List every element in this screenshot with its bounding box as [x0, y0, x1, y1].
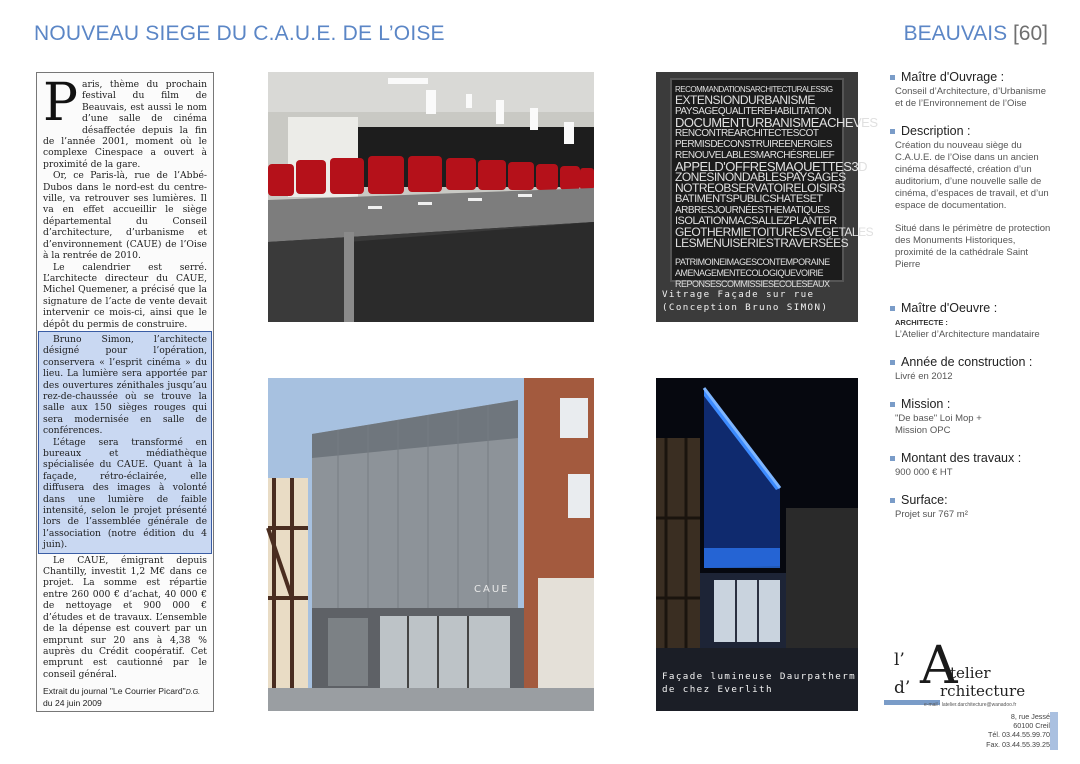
bullet-icon	[890, 498, 895, 503]
glass-word-line: PAYSAGEQUALITEREHABILITATION	[675, 106, 831, 117]
architecte-label: ARCHITECTE :	[895, 318, 948, 327]
amount-section	[890, 451, 1055, 479]
bullet-icon	[890, 360, 895, 365]
night-facade-photo	[656, 378, 858, 711]
glass-word-line: ZONESINONDABLESPAYSAGES	[675, 170, 846, 184]
glass-word-line: LESMENUISERIESTRAVERSÉES	[675, 236, 849, 250]
page-title: NOUVEAU SIEGE DU C.A.U.E. DE L’OISE	[34, 22, 445, 45]
glass-typography	[672, 80, 878, 294]
auditorium-photo	[268, 72, 594, 322]
caue-sign: CAUE	[474, 584, 510, 595]
address-street: 8, rue Jessé	[1010, 712, 1050, 721]
maitre-oeuvre-section	[890, 301, 1055, 341]
mission-heading: Mission :	[901, 397, 951, 411]
glass-facade-photo	[656, 72, 878, 322]
maitre-ouvrage-heading: Maître d'Ouvrage :	[901, 70, 1005, 84]
logo-l: l’	[894, 650, 905, 670]
glass-word-line: EXTENSIONDURBANISME	[675, 93, 815, 107]
bullet-icon	[890, 75, 895, 80]
source-line-2: du 24 juin 2009	[43, 698, 102, 709]
maitre-oeuvre-text: L’Atelier d’Architecture mandataire	[895, 329, 1040, 340]
address-tel: Tél. 03.44.55.99.70	[988, 730, 1050, 740]
facade-caption	[662, 670, 856, 696]
auditorium-illustration	[268, 72, 594, 322]
project-info	[890, 70, 1055, 535]
description-section	[890, 124, 1055, 271]
bullet-icon	[890, 402, 895, 407]
glass-word-line: ARBRESJOURNÉESTHEMATIQUES	[675, 205, 830, 216]
logo-telier: telier	[950, 664, 991, 682]
facade-illustration	[268, 378, 594, 711]
glass-word-line: NOTREOBSERVATOIRELOISIRS	[675, 181, 845, 195]
article-paragraph-5: L’étage sera transformé en bureaux et médiathèque spécialisée du CAUE. Quant à la façade, rétro-éclairée, elle diffusera des images à volonté dans une lumière de faible intensité, selon le projet présenté lors de l’assemblée générale de l’association (notre édition du 4 juin).	[43, 436, 207, 551]
logo-email: e-mail : latelier.darchitecture@wanadoo.fr	[924, 702, 1017, 708]
year-section	[890, 355, 1055, 383]
description-heading: Description :	[901, 124, 971, 138]
article-paragraph-3: Le calendrier est serré. L’architecte directeur du CAUE, Michel Quemener, a précisé que la signature de l’acte de vente devait intervenir ce mois-ci, ainsi que le dépôt du permis de construire.	[43, 261, 207, 330]
amount-text: 900 000 € HT	[895, 467, 953, 478]
facade-caption-line-2: de chez Everlith	[662, 684, 773, 695]
glass-word-line: REPONSESCOMMISSIESECOLESEAUX	[675, 279, 830, 289]
night-facade-illustration	[656, 378, 858, 711]
bullet-icon	[890, 456, 895, 461]
article-source	[43, 686, 207, 709]
author-initials: D.G.	[185, 689, 201, 697]
maitre-oeuvre-heading: Maître d'Oeuvre :	[901, 301, 998, 315]
glass-word-line: AMENAGEMENTECOLOGIQUEVOIRIE	[675, 268, 824, 278]
description-text: Création du nouveau siège du C.A.U.E. de l’Oise dans un ancien cinéma désaffecté, création d’un auditorium, d’une nouvelle salle de cinéma, d’espaces de travail, et d’un espace de documentation.	[895, 140, 1049, 211]
surface-heading: Surface:	[901, 493, 948, 507]
vitrage-caption-line-2: (Conception Bruno SIMON)	[662, 302, 829, 313]
glass-panel	[670, 78, 878, 289]
glass-word-line: BATIMENTSPUBLICSHATESET	[675, 193, 823, 205]
glass-word-line: RECOMMANDATIONSARCHITECTURALESSIG	[675, 85, 833, 94]
city-name: BEAUVAIS	[903, 22, 1008, 45]
year-heading: Année de construction :	[901, 355, 1033, 369]
address-fax: Fax. 03.44.55.39.25	[986, 739, 1050, 749]
glass-word-line: APPELD'OFFRESMAQUETTES3D	[675, 159, 868, 174]
maitre-ouvrage-section	[890, 70, 1055, 110]
glass-word-line: PERMISDECONSTRUIREENERGIES	[675, 139, 833, 150]
surface-section	[890, 493, 1055, 521]
glass-word-line: ISOLATIONMACSALLEZPLANTER	[675, 215, 837, 227]
logo-big-a: A	[920, 636, 958, 696]
glass-word-line: DOCUMENTURBANISMEACHEVES	[675, 115, 878, 130]
article-paragraph-1: aris, thème du prochain festival du film de Beauvais, est aussi le nom d’une salle de cinéma désaffectée depuis la fin de l’année 2001, moment où le complexe Cinespace a ouvert à proximité de la gare.	[43, 79, 207, 170]
highlighted-excerpt	[39, 332, 211, 553]
atelier-logo	[884, 636, 1026, 710]
amount-heading: Montant des travaux :	[901, 451, 1022, 465]
year-text: Livré en 2012	[895, 371, 953, 382]
description-location-text: Situé dans le périmètre de protection des Monuments Historiques, proximité de la cathédrale Saint Pierre	[895, 223, 1051, 270]
article-paragraph-2: Or, ce Paris-là, rue de l’Abbé-Dubos dans le nord-est du centre-ville, va retrouver ses lumières. Il va en effet accueillir le siège départemental du Conseil d’architecture, d’urbanisme et d’environnement (CAUE) de l’Oise à la rentrée de 2010.	[43, 170, 207, 262]
mission-section	[890, 397, 1055, 437]
newspaper-clipping	[36, 72, 214, 712]
mission-text-2: Mission OPC	[895, 425, 951, 436]
vitrage-caption-line-1: Vitrage Façade sur rue	[662, 289, 815, 300]
bullet-icon	[890, 306, 895, 311]
glass-word-line: PATRIMOINEIMAGESCONTEMPORAINE	[675, 257, 830, 267]
logo-d: d’	[894, 678, 911, 698]
glass-word-line: RENOUVELABLESMARCHÉSRELIEF	[675, 150, 835, 161]
bullet-icon	[890, 129, 895, 134]
location-title	[904, 22, 1048, 46]
vitrage-caption	[662, 288, 828, 314]
department-number: [60]	[1012, 22, 1048, 45]
address-block	[986, 712, 1050, 749]
surface-text: Projet sur 767 m²	[895, 509, 968, 520]
mission-text-1: "De base" Loi Mop +	[895, 413, 982, 424]
address-city: 60100 Creil	[1013, 721, 1050, 731]
daytime-facade-photo	[268, 378, 594, 711]
address-accent-bar	[1050, 712, 1058, 750]
drop-cap: P	[43, 73, 78, 133]
article-paragraph-4: Bruno Simon, l’architecte désigné pour l’opération, conservera « l’esprit cinéma » du lieu. La lumière sera apportée par des ouvertures zénithales jusqu’au rez-de-chaussée où se trouve la salle aux 150 sièges rouges qui sera modernisée en salle de conférences.	[43, 333, 207, 437]
article-paragraph-6: Le CAUE, émigrant depuis Chantilly, investit 1,2 M€ dans ce projet. La somme est répartie entre 260 000 € d’achat, 40 000 € de nettoyage et 900 000 € d’études et de travaux. L’ensemble de la dépense est couvert par un emprunt sur 20 ans à 4,38 % auprès du Crédit coopératif. Cet emprunt est cautionné par le conseil général.	[43, 554, 207, 680]
source-line-1: Extrait du journal "Le Courrier Picard"	[43, 686, 186, 697]
facade-caption-line-1: Façade lumineuse Daurpatherm	[662, 671, 857, 682]
logo-rchitecture: rchitecture	[940, 682, 1026, 700]
glass-word-line: GEOTHERMIETOITURESVEGETALES	[675, 225, 874, 239]
maitre-ouvrage-text: Conseil d’Architecture, d’Urbanisme et de l’Environnement de l’Oise	[895, 86, 1047, 109]
glass-word-line: RENCONTREARCHITECTESCOT	[675, 128, 819, 139]
